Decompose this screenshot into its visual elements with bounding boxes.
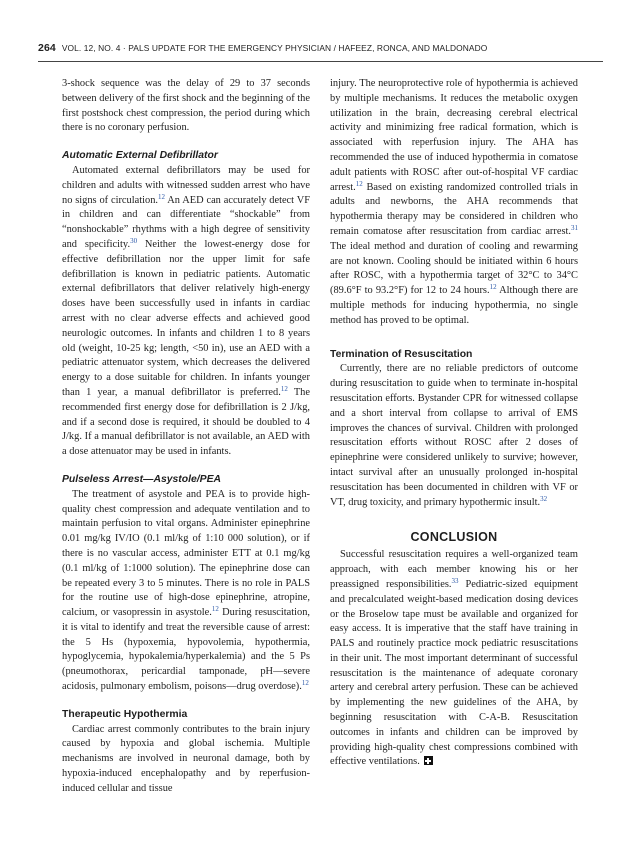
header-rule <box>38 61 603 62</box>
reference-link[interactable]: 12 <box>301 679 309 688</box>
paragraph: Successful resuscitation requires a well-organized team approach, with each member knowing his or her preassigned responsibilities.$^{33}$ Pediatric-sized equipment and precalculated weight-based medication dosing devices or the Broselow tape must be available and organized for easy access. It is imperative that the staff have training in PALS and routinely practice mock pediatric resuscitations in their unit. The most important determinant of successful resuscitation is the maintenance of adequate coronary artery and cerebral artery perfusion. These can be achieved by implementing the new guidelines of the AHA, by beginning resuscitation with C-A-B. Resuscitation outcomes in infants and children can be improved by providing high-quality chest compressions combined with effective ventilations. <box>330 549 578 768</box>
running-header <box>38 42 608 54</box>
paragraph: Currently, there are no reliable predictors of outcome during resuscitation to guide when to terminate in-hospital resuscitation efforts. Bystander CPR for witnessed collapse and a short interval from collapse to arrival of EMS improves the chances of survival. Children with prolonged resuscitation efforts without ROSC after 2 doses of epinephrine were considered unlikely to survive; however, intact survival after an unusually prolonged in-hospital resuscitation has been documented in children with VF or VT, drug toxicity, and primary hypothermic insult.$^{32}$ <box>330 363 578 508</box>
reference-link[interactable]: 12 <box>158 192 165 201</box>
reference-link[interactable]: 32 <box>540 494 548 503</box>
right-column <box>330 77 578 770</box>
section-heading: Automatic External Defibrillator <box>62 150 218 162</box>
page-number: 264 <box>38 42 56 54</box>
section-heading: Pulseless Arrest—Asystole/PEA <box>62 473 222 485</box>
paragraph: 3-shock sequence was the delay of 29 to 37 seconds between delivery of the first shock and the beginning of the first postshock chest compression, the period during which there is no coronary perfusion. <box>62 78 310 134</box>
reference-link[interactable]: 33 <box>451 576 459 585</box>
reference-link[interactable]: 31 <box>571 223 578 232</box>
reference-link[interactable]: 12 <box>489 283 497 292</box>
end-of-article-icon <box>424 756 433 765</box>
reference-link[interactable]: 30 <box>130 236 138 245</box>
running-head: VOL. 12, NO. 4 · PALS UPDATE FOR THE EMERGENCY PHYSICIAN / HAFEEZ, RONCA, AND MALDONADO <box>61 43 488 53</box>
conclusion-heading: CONCLUSION <box>410 530 498 545</box>
left-column <box>62 77 310 797</box>
reference-link[interactable]: 12 <box>280 384 288 393</box>
reference-link[interactable]: 12 <box>211 605 219 614</box>
paragraph: Cardiac arrest commonly contributes to the brain injury caused by hypoxia and global ischemia. Multiple mechanisms are involved in neuronal damage, both by hypoxia-induced encephalopathy and by reperfusion-induced cellular and tissue <box>62 723 310 794</box>
section-heading: Termination of Resuscitation <box>330 348 473 360</box>
section-heading: Therapeutic Hypothermia <box>62 708 188 720</box>
paragraph: The treatment of asystole and PEA is to provide high-quality chest compression and adequate ventilation and to maintain perfusion to vital organs. Administer epinephrine 0.01 mg/kg IV/IO (0.1 ml/kg of 1:10 000 solution), or if there is no vascular access, administer ETT at 0.1 mg/kg (0.1 ml/kg of 1:1000 solution). The epinephrine dose can be repeated every 3 to 5 minutes. There is no role in PALS for the routine use of high-dose epinephrine, atropine, calcium, or vasopressin in asystole.$^{12}$ During resuscitation, it is vital to identify and treat the reversible cause of arrest: the 5 Hs (hypoxemia, hypovolemia, hypothermia, hypoglycemia, hypokalemia/hyperkalemia) and the 5 Ps (pneumothorax, pericardial tamponade, pH—severe acidosis, pulmonary embolism, poisons—drug overdose).$^{12}$ <box>62 488 310 693</box>
paragraph: Automated external defibrillators may be used for children and adults with witnessed sudden arrest who have no signs of circulation.$^{12}$ An AED can accurately detect VF in children and can differentiate “shockable” from “nonshockable” rhythms with a high degree of sensitivity and specificity.$^{30}$ Neither the lowest-energy dose for effective defibrillation nor the upper limit for safe defibrillation is known in pediatric patients. Automatic external defibrillators that deliver relatively high-energy doses have been successfully used in infants in cardiac arrest with no clear adverse effects and achieved good neurologic outcomes. In infants and children 1 to 8 years old (weight, 10-25 kg; length, <50 in), use an AED with a pediatric attenuator system, which decreases the delivered energy to a dose suitable for children. In infants younger than 1 year, a manual defibrillator is preferred.$^{12}$ The recommended first energy dose for defibrillation is 2 J/kg, and if a second dose is required, it should be doubled to 4 J/kg. If a manual defibrillator is not available, an AED with a dose attenuator may be used in infants. <box>62 164 311 458</box>
paragraph: injury. The neuroprotective role of hypothermia is achieved by multiple mechanisms. It reduces the metabolic oxygen utilization in the brain, decreasing cerebral electrical activity and minimizing free radical formation, which is associated with reperfusion injury. The AHA has recommended the use of induced hypothermia in comatose adult patients with ROSC after out-of-hospital VF cardiac arrest.$^{12}$ Based on existing randomized controlled trials in adults and newborns, the AHA recommends that hypothermia therapy may be considered in children who remain comatose after resuscitation from cardiac arrest.$^{31}$ The ideal method and duration of cooling and rewarming are not known. Cooling should be initiated within 6 hours after ROSC, with a hypothermia target of 32°C to 34°C (89.6°F to 93.2°F) for 12 to 24 hours.$^{12}$ Although there are multiple methods for inducing hypothermia, no single method has proved to be optimal. <box>330 78 578 326</box>
reference-link[interactable]: 12 <box>355 179 363 188</box>
